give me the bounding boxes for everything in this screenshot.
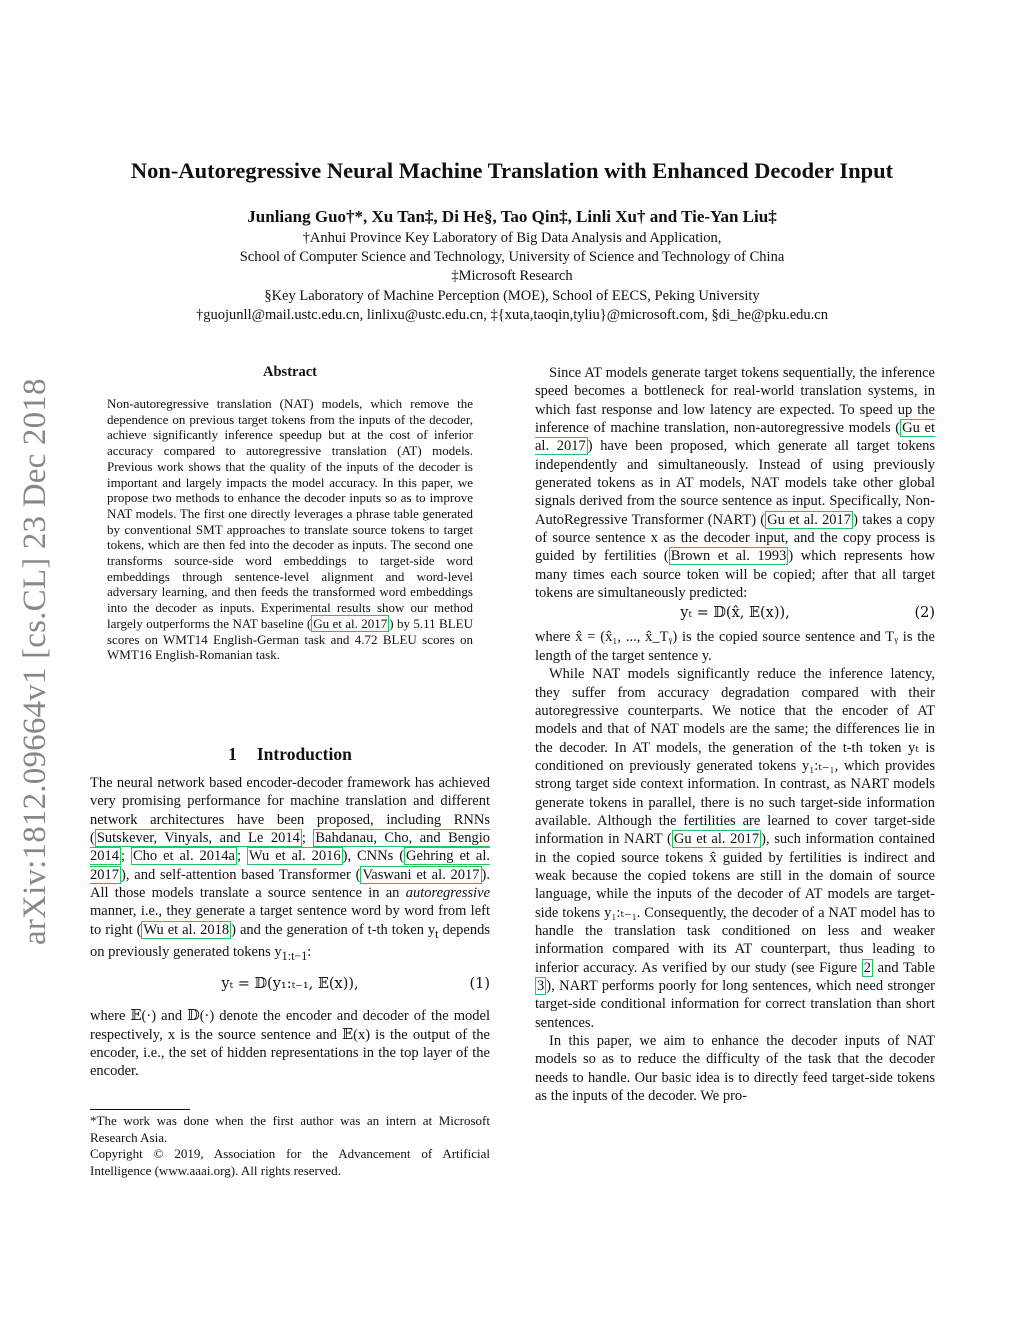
citation-link[interactable]: Cho et al. 2014a <box>132 848 235 865</box>
figure-link[interactable]: 2 <box>863 959 871 976</box>
citation-link[interactable]: Brown et al. 1993 <box>670 548 787 565</box>
paper-title: Non-Autoregressive Neural Machine Translation with Enhanced Decoder Input <box>130 158 894 183</box>
paragraph: where 𝔼(·) and 𝔻(·) denote the encoder and decoder of the model respectively, x is the source sentence and 𝔼(x) is the output of the encoder, i.e., the set of hidden representations in the top layer of the encoder. <box>90 1008 490 1080</box>
copyright-notice: Copyright © 2019, Association for the Advancement of Artificial Intelligence (www.aaai.org). All rights reserved. <box>90 1146 490 1178</box>
citation-link[interactable]: Gu et al. 2017 <box>767 511 852 528</box>
paragraph: The neural network based encoder-decoder framework has achieved very promising performance for machine translation and different network architectures have been proposed, including RNNs ( Sutskever, Vinyals, and Le 2014 ; Bahdanau, Cho, and Bengio 2014 ; Cho et al. 2014a ; Wu et al. 2016 ), CNNs ( Gehring et al. 2017 ), and self-attention based Transformer ( Vaswani et al. 2017 ). All those models translate a source sentence in an autoregressive manner, i.e., they generate a target sentence word by word from left to right ( Wu et al. 2018 ) and the generation of t-th token $y_t$ depends on previously generated tokens $y_{1:t-1}$: <box>90 775 491 963</box>
author-emails: †guojunll@mail.ustc.edu.cn, linlixu@ustc.edu.cn, ‡{xuta,taoqin,tyliu}@microsoft.com, §di_he@pku.edu.cn <box>196 306 828 323</box>
equation-number: (1) <box>469 976 490 993</box>
abstract-heading: Abstract <box>263 364 317 380</box>
table-link[interactable]: 3 <box>537 978 545 994</box>
equation-1: yₜ = 𝔻(y₁:ₜ₋₁, 𝔼(x)), (1) <box>221 976 490 993</box>
paragraph: Since AT models generate target tokens sequentially, the inference speed becomes a bottleneck for real-world translation systems, in which fast response and low latency are expected. To speed up the inference of machine translation, non-autoregressive models ( Gu et al. 2017 ) have been proposed, which generate all target tokens independently and simultaneously. Instead of using previously generated tokens as in AT models, NAT models take other global signals derived from the source sentence as input. Specifically, Non-AutoRegressive Transformer (NART) ( Gu et al. 2017 ) takes a copy of source sentence x as the decoder input, and the copy process is guided by fertilities ( Brown et al. 1993 ) which represents how many times each source token will be copied; after that all target tokens are simultaneously predicted: <box>535 365 936 602</box>
citation-link[interactable]: Vaswani et al. 2017 <box>362 866 480 883</box>
paragraph: While NAT models significantly reduce the inference latency, they suffer from accuracy degradation compared with their autoregressive counterparts. We notice that the encoder of AT models and that of NAT models are the same; the differences lie in the decoder. In AT models, the generation of the t-th token yₜ is conditioned on previously generated tokens y₁:ₜ₋₁, which provides strong target side context information. In contrast, as NART models generate tokens in parallel, there is no such target-side information available. Although the fertilities are learned to cover target-side information in NART ( Gu et al. 2017 ), such information contained in the copied source tokens x̂ guided by fertilities is indirect and weak because the copied tokens are still in the domain of source language, while the inputs of the decoder of AT models are target-side tokens y₁:ₜ₋₁. Consequently, the decoder of a NAT model has to handle the translation task conditioned on less and weaker information compared with its AT counterpart, thus leading to inferior accuracy. As verified by our study (see Figure 2 and Table 3 ), NART performs poorly for long sentences, which need stronger target-side conditional information for correct translation than short sentences. <box>535 666 935 1031</box>
author-list: Junliang Guo†*, Xu Tan‡, Di He§, Tao Qin‡, Linli Xu† and Tie-Yan Liu‡ <box>247 207 777 226</box>
introduction-right-column <box>535 364 935 1105</box>
affiliation-line: §Key Laboratory of Machine Perception (MOE), School of EECS, Peking University <box>264 287 760 304</box>
footnotes <box>90 1113 490 1179</box>
affiliation-line: School of Computer Science and Technology, University of Science and Technology of China <box>239 249 785 266</box>
paragraph: In this paper, we aim to enhance the decoder inputs of NAT models so as to reduce the difficulty of the task that the decoder needs to handle. Our basic idea is to directly feed target-side tokens as the inputs of the decoder. We pro- <box>535 1033 935 1105</box>
citation-link[interactable]: Wu et al. 2018 <box>143 921 230 938</box>
affiliations <box>0 229 1024 325</box>
citation-link[interactable]: Wu et al. 2016 <box>248 848 341 865</box>
introduction-left-column <box>90 774 490 1081</box>
citation-link[interactable]: Sutskever, Vinyals, and Le 2014 <box>96 830 300 847</box>
arxiv-identifier: arXiv:1812.09664v1 [cs.CL] 23 Dec 2018 <box>17 378 53 945</box>
citation-link[interactable]: Bahdanau, Cho, and Bengio 2014 <box>90 830 491 865</box>
footnote-divider <box>90 1109 190 1110</box>
footnote: *The work was done when the first author was an intern at Microsoft Research Asia. <box>90 1113 490 1145</box>
citation-link[interactable]: Gehring et al. 2017 <box>90 848 490 883</box>
section-heading: 1 Introduction <box>228 744 352 764</box>
equation-2: yₜ = 𝔻(x̂, 𝔼(x)), (2) <box>680 605 935 622</box>
citation-link[interactable]: Gu et al. 2017 <box>535 420 935 455</box>
affiliation-line: ‡Microsoft Research <box>451 268 573 285</box>
paragraph: where x̂ = (x̂₁, ..., x̂_Tᵧ) is the copied source sentence and Tᵧ is the length of the target sentence y. <box>535 629 935 664</box>
equation-number: (2) <box>914 605 935 622</box>
abstract-body: Non-autoregressive translation (NAT) models, which remove the dependence on previous target tokens from the inputs of the decoder, achieve significantly inference speedup but at the cost of inferior accuracy compared to autoregressive translation (AT) models. Previous work shows that the quality of the inputs of the decoder is important and largely impacts the model accuracy. In this paper, we propose two methods to enhance the decoder inputs so as to improve NAT models. The first one directly leverages a phrase table generated by conventional SMT approaches to translate source tokens to target tokens, which are then fed into the decoder as inputs. The second one transforms source-side word embeddings to target-side word embeddings through sentence-level alignment and word-level adversary learning, and then feeds the transformed word embeddings into the decoder as inputs. Experimental results show our method largely outperforms the NAT baseline ( Gu et al. 2017 ) by 5.11 BLEU scores on WMT14 English-German task and 4.72 BLEU scores on WMT16 English-Romanian task. <box>107 396 473 663</box>
citation-link[interactable]: Gu et al. 2017 <box>313 615 388 631</box>
citation-link[interactable]: Gu et al. 2017 <box>673 831 760 848</box>
affiliation-line: †Anhui Province Key Laboratory of Big Data Analysis and Application, <box>302 230 722 246</box>
